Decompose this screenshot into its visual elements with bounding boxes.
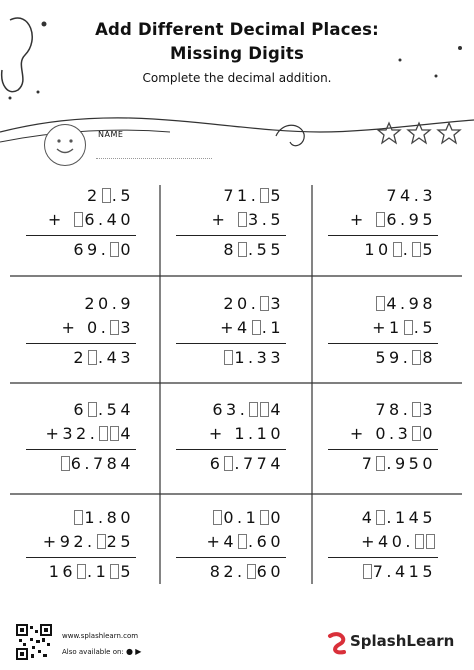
missing-digit-box[interactable] [260, 296, 269, 311]
problem-cell [168, 294, 298, 374]
digits-text: .60 [248, 532, 284, 551]
missing-digit-box[interactable] [88, 350, 97, 365]
missing-digit-box[interactable] [404, 320, 413, 335]
digits-text: 8 [223, 240, 238, 259]
digits-text: +40. [361, 532, 414, 551]
missing-digit-box[interactable] [247, 564, 256, 579]
play-store-icon: ▶ [135, 647, 142, 656]
digits-text: 82. [209, 562, 246, 581]
digits-text: .774 [234, 454, 284, 473]
missing-digit-box[interactable] [260, 402, 269, 417]
missing-digit-box[interactable] [252, 320, 261, 335]
addend-row [223, 294, 284, 314]
addend-row [84, 294, 134, 314]
digits-text: 3 [422, 400, 436, 419]
addend-row [375, 294, 436, 314]
digits-text: 0 [422, 424, 436, 443]
problem-cell [320, 508, 450, 588]
digits-text: 7 [361, 454, 376, 473]
sum-line [328, 557, 438, 558]
missing-digit-box[interactable] [260, 188, 269, 203]
name-label: NAME [98, 130, 124, 139]
problem-cell [168, 508, 298, 588]
answer-row [223, 348, 284, 368]
available-on-text: Also available on: [62, 648, 124, 656]
missing-digit-box[interactable] [224, 350, 233, 365]
website-url[interactable]: www.splashlearn.com [62, 632, 139, 640]
digits-text: 0 [270, 508, 284, 527]
digits-text: .54 [98, 400, 134, 419]
digits-text: 5 [120, 562, 134, 581]
digits-text: 6 [209, 454, 224, 473]
digits-text: 59. [375, 348, 412, 367]
answer-row [73, 240, 134, 260]
problem-cell [320, 186, 450, 266]
sum-line [26, 449, 136, 450]
missing-digit-box[interactable] [376, 510, 385, 525]
digits-text: +32. [45, 424, 99, 443]
digits-text: 6 [73, 400, 88, 419]
digits-text: +92. [42, 532, 96, 551]
missing-digit-box[interactable] [393, 242, 402, 257]
problem-cell [168, 186, 298, 266]
problem-cell [18, 508, 148, 588]
digits-text: 4.98 [386, 294, 436, 313]
missing-digit-box[interactable] [260, 510, 269, 525]
missing-digit-box[interactable] [238, 212, 247, 227]
missing-digit-box[interactable] [110, 242, 119, 257]
digits-text: 20. [223, 294, 260, 313]
answer-row [49, 562, 134, 582]
digits-text: 7.415 [372, 562, 436, 581]
sum-line [176, 343, 286, 344]
missing-digit-box[interactable] [412, 402, 421, 417]
problem-cell [18, 400, 148, 480]
title-line-1: Add Different Decimal Places: [95, 20, 379, 39]
problem-cell [320, 400, 450, 480]
digits-text: + 0. [61, 318, 110, 337]
addend-row [223, 186, 284, 206]
missing-digit-box[interactable] [74, 212, 83, 227]
addend-row [362, 508, 436, 528]
digits-text: 20.9 [84, 294, 134, 313]
title-line-2: Missing Digits [169, 44, 304, 63]
addend-row [212, 508, 284, 528]
addend-plus-row [212, 210, 284, 230]
addend-plus-row [43, 532, 134, 552]
addend-plus-row [206, 532, 284, 552]
digits-text: . [402, 240, 412, 259]
qr-code-icon [16, 624, 52, 660]
addend-plus-row [361, 532, 436, 552]
digits-text: 3.5 [248, 210, 284, 229]
answer-row [210, 454, 284, 474]
missing-digit-box[interactable] [412, 350, 421, 365]
addend-row [73, 400, 134, 420]
digits-text: 63. [212, 400, 249, 419]
sum-line [328, 235, 438, 236]
answer-row [362, 562, 436, 582]
digits-text: + [211, 210, 238, 229]
digits-text: .5 [111, 186, 134, 205]
addend-plus-row [209, 424, 284, 444]
sum-line [176, 235, 286, 236]
digits-text: .950 [386, 454, 436, 473]
digits-text: + 0.3 [349, 424, 412, 443]
missing-digit-box[interactable] [99, 426, 108, 441]
digits-text: .145 [386, 508, 436, 527]
problem-cell [168, 400, 298, 480]
answer-row [73, 348, 134, 368]
missing-digit-box[interactable] [88, 402, 97, 417]
digits-text: 4 [361, 508, 376, 527]
digits-text: 4 [270, 400, 284, 419]
digits-text: .43 [98, 348, 134, 367]
answer-row [60, 454, 134, 474]
digits-text: 69. [73, 240, 110, 259]
addend-plus-row [48, 210, 134, 230]
subtitle: Complete the decimal addition. [142, 71, 332, 85]
digits-text: 71. [223, 186, 260, 205]
digits-text: 74.3 [386, 186, 436, 205]
answer-row [223, 240, 284, 260]
digits-text: 0.1 [223, 508, 260, 527]
digits-text: 5 [270, 186, 284, 205]
available-on-label [62, 647, 141, 656]
digits-text: + [349, 210, 376, 229]
missing-digit-box[interactable] [102, 188, 111, 203]
digits-text: .1 [261, 318, 284, 337]
missing-digit-box[interactable] [238, 242, 247, 257]
missing-digit-box[interactable] [376, 296, 385, 311]
digits-text: .1 [87, 562, 110, 581]
missing-digit-box[interactable] [363, 564, 372, 579]
digits-text: 4 [120, 424, 134, 443]
addend-row [375, 400, 436, 420]
sum-line [176, 449, 286, 450]
digits-text: +4 [206, 532, 238, 551]
missing-digit-box[interactable] [412, 426, 421, 441]
missing-digit-box[interactable] [110, 564, 119, 579]
missing-digit-box[interactable] [415, 534, 424, 549]
digits-text: 16 [48, 562, 77, 581]
addend-row [212, 400, 284, 420]
digits-text: + [47, 210, 74, 229]
addend-plus-row [350, 424, 436, 444]
digits-text: 2 [87, 186, 101, 205]
sum-line [176, 557, 286, 558]
digits-text: .5 [413, 318, 436, 337]
digits-text: 6.784 [70, 454, 134, 473]
missing-digit-box[interactable] [97, 534, 106, 549]
answer-row [375, 348, 436, 368]
missing-digit-box[interactable] [249, 402, 258, 417]
digits-text: +1 [372, 318, 403, 337]
missing-digit-box[interactable] [61, 456, 70, 471]
missing-digit-box[interactable] [77, 564, 86, 579]
addend-plus-row [45, 424, 134, 444]
missing-digit-box[interactable] [110, 426, 119, 441]
addend-plus-row [350, 210, 436, 230]
digits-text: 5 [422, 240, 436, 259]
problem-cell [320, 294, 450, 374]
addend-plus-row [372, 318, 436, 338]
missing-digit-box[interactable] [412, 242, 421, 257]
digits-text: 0 [120, 240, 134, 259]
digits-text: 60 [256, 562, 284, 581]
digits-text: +4 [220, 318, 251, 337]
missing-digit-box[interactable] [74, 510, 83, 525]
digits-text: 3 [120, 318, 134, 337]
answer-row [210, 562, 284, 582]
digits-text: 8 [422, 348, 436, 367]
addend-row [73, 508, 134, 528]
digits-text: 6.40 [84, 210, 134, 229]
sum-line [328, 343, 438, 344]
digits-text: 6.95 [386, 210, 436, 229]
apple-icon: ● [126, 647, 134, 656]
missing-digit-box[interactable] [376, 456, 385, 471]
missing-digit-box[interactable] [224, 456, 233, 471]
splashlearn-logo-icon [326, 632, 348, 656]
addend-plus-row [62, 318, 134, 338]
answer-row [362, 454, 436, 474]
problem-cell [18, 294, 148, 374]
brand-name: SplashLearn [350, 632, 455, 650]
addend-row [386, 186, 436, 206]
answer-row [364, 240, 436, 260]
sum-line [26, 343, 136, 344]
digits-text: 1.33 [234, 348, 284, 367]
missing-digit-box[interactable] [110, 320, 119, 335]
digits-text: 10 [364, 240, 392, 259]
digits-text: 78. [375, 400, 412, 419]
sum-line [328, 449, 438, 450]
sum-line [26, 235, 136, 236]
digits-text: 25 [106, 532, 134, 551]
digits-text: + 1.10 [208, 424, 284, 443]
digits-text: 3 [270, 294, 284, 313]
digits-text: 1.80 [84, 508, 134, 527]
missing-digit-box[interactable] [213, 510, 222, 525]
sum-line [26, 557, 136, 558]
problem-cell [18, 186, 148, 266]
digits-text: .55 [248, 240, 284, 259]
addend-plus-row [220, 318, 284, 338]
addend-row [87, 186, 134, 206]
digits-text: 2 [73, 348, 88, 367]
missing-digit-box[interactable] [238, 534, 247, 549]
missing-digit-box[interactable] [376, 212, 385, 227]
missing-digit-box[interactable] [426, 534, 435, 549]
